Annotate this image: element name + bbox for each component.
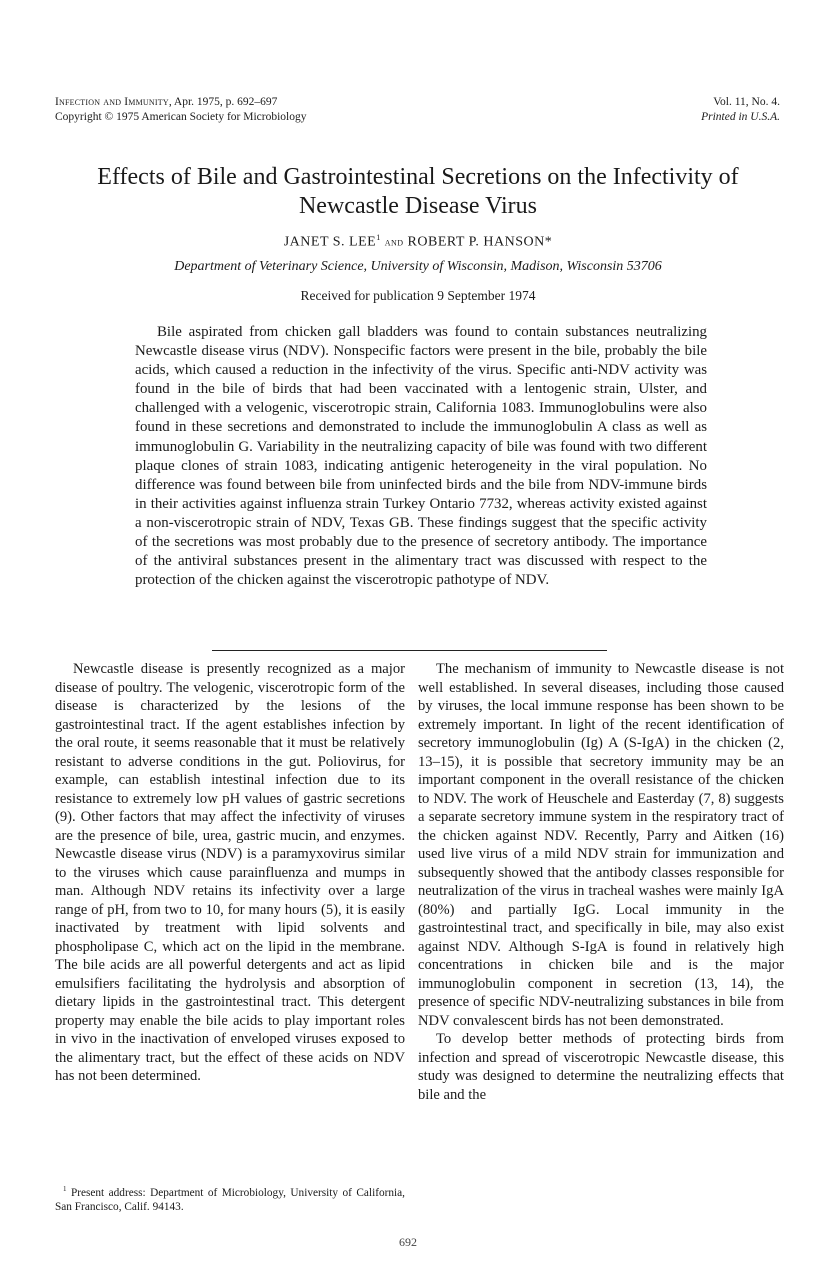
author-1-footnote-mark: 1: [376, 233, 381, 242]
journal-name: Infection and Immunity: [55, 96, 169, 108]
section-divider: [212, 650, 607, 651]
affiliation: Department of Veterinary Science, University of Wisconsin, Madison, Wisconsin 53706: [174, 259, 662, 274]
author-line: [60, 233, 776, 251]
abstract: Bile aspirated from chicken gall bladders was found to contain substances neutralizing Newcastle disease virus (NDV). Nonspecific factors were present in the bile, probably the bile acids, which caused a reduction in the infectivity of the virus. Specific anti-NDV activity was found in the bile of birds that had been vaccinated with a lentogenic strain, Ulster, and challenged with a velogenic, viscerotropic strain, California 1083. Immunoglobulins were also found in these secretions and demonstrated to include the immunoglobulin A class as well as immunoglobulin G. Variability in the neutralizing capacity of bile was found with two different plaque clones of strain 1083, indicating antigenic heterogeneity in the viral population. No difference was found between bile from uninfected birds and the bile from NDV-immune birds in their activities against influenza strain Turkey Ontario 7732, whereas activity existed against a non-viscerotropic strain of NDV, Texas GB. These findings suggest that the specific activity of the secretions was most probably due to the presence of secretory antibody. The importance of the antiviral substances present in the alimentary tract was discussed with respect to the protection of the chicken against the viscerotropic pathotype of NDV.: [135, 324, 707, 589]
author-conjunction: and: [384, 234, 404, 249]
received-date: Received for publication 9 September 1974: [300, 288, 536, 303]
running-header-left: [55, 95, 306, 125]
author-1: JANET S. LEE: [283, 234, 377, 250]
citation-details: , Apr. 1975, p. 692–697: [168, 96, 278, 108]
footnote-mark: 1: [63, 1185, 67, 1193]
body-paragraph: Newcastle disease is presently recognized as a major disease of poultry. The velogenic, viscerotropic form of the disease is characterized by the lesions of the gastrointestinal tract. If the agent establishes infection by the oral route, it seems reasonable that it must be relatively resistant to adverse conditions in the gut. Poliovirus, for example, can establish intestinal infection due to its resistance to extremely low pH values of gastric secretions (9). Other factors that may affect the infectivity of viruses are the presence of bile, urea, gastric mucin, and enzymes. Newcastle disease virus (NDV) is a paramyxovirus similar to the viruses which cause parainfluenza and mumps in man. Although NDV retains its infectivity over a large range of pH, from two to 10, for many hours (5), it is easily inactivated by treatment with lipid solvents and phospholipase C, which act on the lipid in the membrane. The bile acids are all powerful detergents and act as lipid emulsifiers facilitating the hydrolysis and absorption of dietary lipids in the gastrointestinal tract. This detergent property may enable the bile acids to play important roles in vivo in the inactivation of enveloped viruses exposed to the alimentary tract, but the effect of these acids on NDV has not been determined.: [55, 661, 405, 1084]
page-number: 692: [399, 1235, 417, 1249]
footnote-text: Present address: Department of Microbiology, University of California, San Francisco, Calif. 94143.: [55, 1186, 405, 1213]
body-column-left: [55, 660, 405, 1086]
body-column-right: [418, 660, 784, 1104]
journal-citation: [55, 95, 306, 110]
printed-in: Printed in U.S.A.: [701, 111, 780, 123]
volume-issue: Vol. 11, No. 4.: [713, 96, 780, 108]
body-paragraph: The mechanism of immunity to Newcastle disease is not well established. In several diseases, including those caused by viruses, the local immune response has been shown to be extremely important. In light of the recent identification of secretory immunoglobulin (Ig) A (S-IgA) in the chicken (2, 13–15), it is possible that secretory immunity may be an important component in the overall resistance of the chicken to NDV. The work of Heuschele and Easterday (7, 8) suggests a separate secretory immune system in the respiratory tract of the chicken against NDV. Recently, Parry and Aitken (16) used live virus of a mild NDV strain for immunization and subsequently showed that the antibody classes responsible for neutralization of the virus in tracheal washes were mainly IgA (80%) and partially IgG. Local immunity in the gastrointestinal tract, and specifically in bile, may also exist against NDV. Although S-IgA is found in relatively high concentrations in chicken bile and is the major immunoglobulin component in secretion (13, 14), the presence of specific NDV-neutralizing substances in bile from NDV convalescent birds has not been demonstrated.: [418, 661, 784, 1029]
copyright-line: Copyright © 1975 American Society for Microbiology: [55, 111, 307, 123]
running-header-right: [701, 95, 780, 125]
body-paragraph: To develop better methods of protecting birds from infection and spread of viscerotropic Newcastle disease, this study was designed to determine the neutralizing effects that bile and the: [418, 1031, 784, 1103]
author-footnote: [55, 1182, 405, 1214]
author-2: ROBERT P. HANSON*: [407, 234, 553, 250]
paper-title: Effects of Bile and Gastrointestinal Secretions on the Infectivity of Newcastle Disease Virus: [97, 164, 739, 219]
